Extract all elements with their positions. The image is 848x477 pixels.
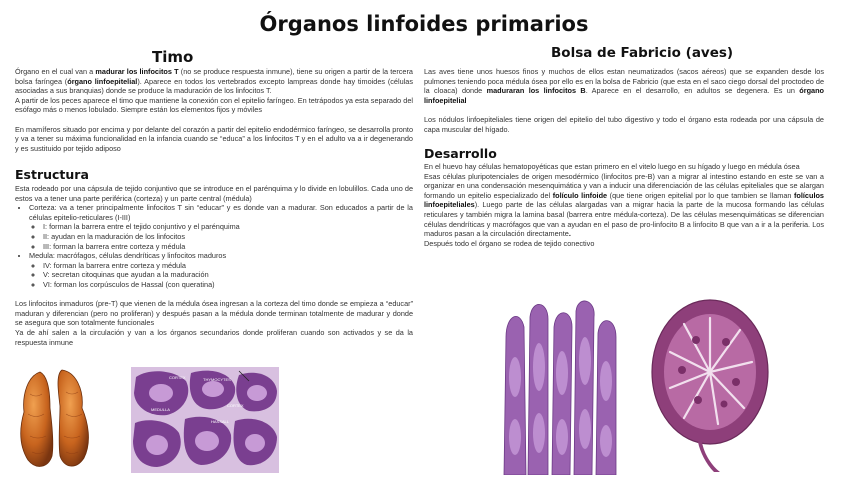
bolsa-body [424, 67, 824, 134]
desarrollo-body [424, 162, 824, 248]
timo-intro-p2: A partir de los peces aparece el timo que mantiene la conexión con el epitelio faríngeo. En tetrápodos ya esta separado del esófago más o menos lobulado. Siempre están los elementos fijos y móviles [15, 95, 413, 115]
timo-heading: Timo [152, 48, 194, 66]
list-item: ◦ V: secretan citoquinas que ayudan a la maduración [43, 270, 413, 280]
histo-label: MEDULLA [151, 407, 170, 412]
timo-intro-p1: Órgano en el cual van a madurar los linfocitos T (no se produce respuesta inmune), tiene su origen a partir de la tercera bolsa faríngea (órgano linfoepitelial). Aparece en todos los vertebrados excepto lampreas donde hay timoides (células asociadas a sus branquias) donde se produce la maduración de los linfocitos T. [15, 67, 413, 96]
desarrollo-heading: Desarrollo [424, 146, 497, 161]
page-title: Órganos linfoides primarios [259, 12, 589, 36]
list-item: ◦ VI: forman los corpúsculos de Hassal (con queratina) [43, 280, 413, 290]
timo-intro [15, 67, 413, 153]
bursa-cross-section-image [648, 296, 772, 474]
histo-label: THYMOCYTES [203, 377, 231, 382]
estructura-intro: Esta rodeado por una cápsula de tejido conjuntivo que se introduce en el parénquima y lo divide en lobulillos. Cada uno de estos va a tener una parte periférica (corteza) y un parte central (médula) [15, 184, 413, 203]
thymus-organ-image [10, 364, 100, 474]
estructura-list [15, 203, 413, 289]
list-item: • Corteza: va a tener principalmente linfocitos T sin “educar” y es donde van a madurar. Son educados a partir de la células epitelio-reticulares (I-III) ◦ I: forman la barrera entre el tejido conjuntivo y el parénquima ◦ II: ayudan en la maduración de los linfocitos ◦ III: forman la barrera entre corteza y médula [29, 203, 413, 251]
bolsa-p2: Los nódulos linfoepiteliales tiene origen del epitelio del tubo digestivo y todo el órgano esta rodeada por una cápsula de capa muscular del hígado. [424, 114, 824, 134]
desarrollo-p3: Después todo el órgano se rodea de tejido conectivo [424, 238, 595, 248]
histo-label: CORTEX [169, 375, 186, 380]
estructura-outro-p1: Los linfocitos inmaduros (pre-T) que vienen de la médula ósea ingresan a la corteza del timo donde se empieza a “educar” maduran y diferencian (pero no proliferan) y después pasan a la médula donde terminan totalmente de madurar y donde se asegura que son totalmente funcionales [15, 299, 413, 328]
list-item: • Medula: macrófagos, células dendríticas y linfocitos maduros ◦ IV: forman la barrera entre corteza y médula ◦ V: secretan citoquinas que ayudan a la maduración ◦ VI: forman los corpúsculos de Hassal (con queratina) [29, 251, 413, 289]
histo-label: CORTEX [227, 403, 244, 408]
timo-intro-p3: En mamíferos situado por encima y por delante del corazón a partir del epitelio endodérmico faríngeo, se desarrolla pronto y va a tener su máxima funcionalidad en la infancia cuando se “educa” a los linfocitos T y en el adulto va a ir degenerando y es sustituido por tejido adiposo [15, 124, 413, 153]
bolsa-heading: Bolsa de Fabricio (aves) [551, 45, 734, 61]
thymus-histology-image [131, 367, 279, 473]
list-item: ◦ II: ayudan en la maduración de los linfocitos [43, 232, 413, 242]
estructura-heading: Estructura [15, 167, 89, 182]
list-item: ◦ I: forman la barrera entre el tejido conjuntivo y el parénquima [43, 222, 413, 232]
estructura-body [15, 184, 413, 347]
bolsa-p1: Las aves tiene unos huesos finos y muchos de ellos estan neumatizados (sacos aéreos) que se expanden desde los pulmones teniendo poca médula ósea por ello es en la bolsa de Fabricio (que esta en el saco ciego dorsal del proctodeo de la cloaca) donde maduraran los linfocitos B. Aparece en el desarrollo, en adultos se degenera. Es un órgano linfoepitelial [424, 67, 824, 105]
list-item: ◦ III: forman la barrera entre corteza y médula [43, 242, 413, 252]
bursa-folds-histology-image [500, 297, 620, 475]
estructura-outro-p2: Ya de ahí salen a la circulación y van a los órganos secundarios donde proliferan cuando son activados y se da la respuesta inmune [15, 327, 413, 347]
list-item: ◦ IV: forman la barrera entre corteza y médula [43, 261, 413, 271]
desarrollo-p1: En el huevo hay células hematopoyéticas que estan primero en el vitelo luego en su hígado y luego en médula ósea [424, 162, 800, 171]
desarrollo-p2: Esas células pluripotenciales de origen mesodérmico (linfocitos pre-B) van a migrar al intestino estando en este se van a organizar en una condensación mesenquimática y van a inducir una diferenciación de las células epiteliales que se alargan formando un epitelio especializado del folículo linfoide (que tiene origen epitelial por lo que tambien se llaman folículos linfoepiteliales). Luego parte de las células alargadas van a migrar hacia la parte de la mucosa formando las células reticulares y también migra la lamina basal (barrera entre médula-corteza). De las células mesenquimáticas se diferencian células dendríticas y macrófagos que van a ayudan en el paso de pro-linfocito B a linfocito B que van a ir a la periferia. Los maduros pasan a la circulación directamente. [424, 171, 824, 239]
histo-label: HASSALL [211, 419, 230, 424]
